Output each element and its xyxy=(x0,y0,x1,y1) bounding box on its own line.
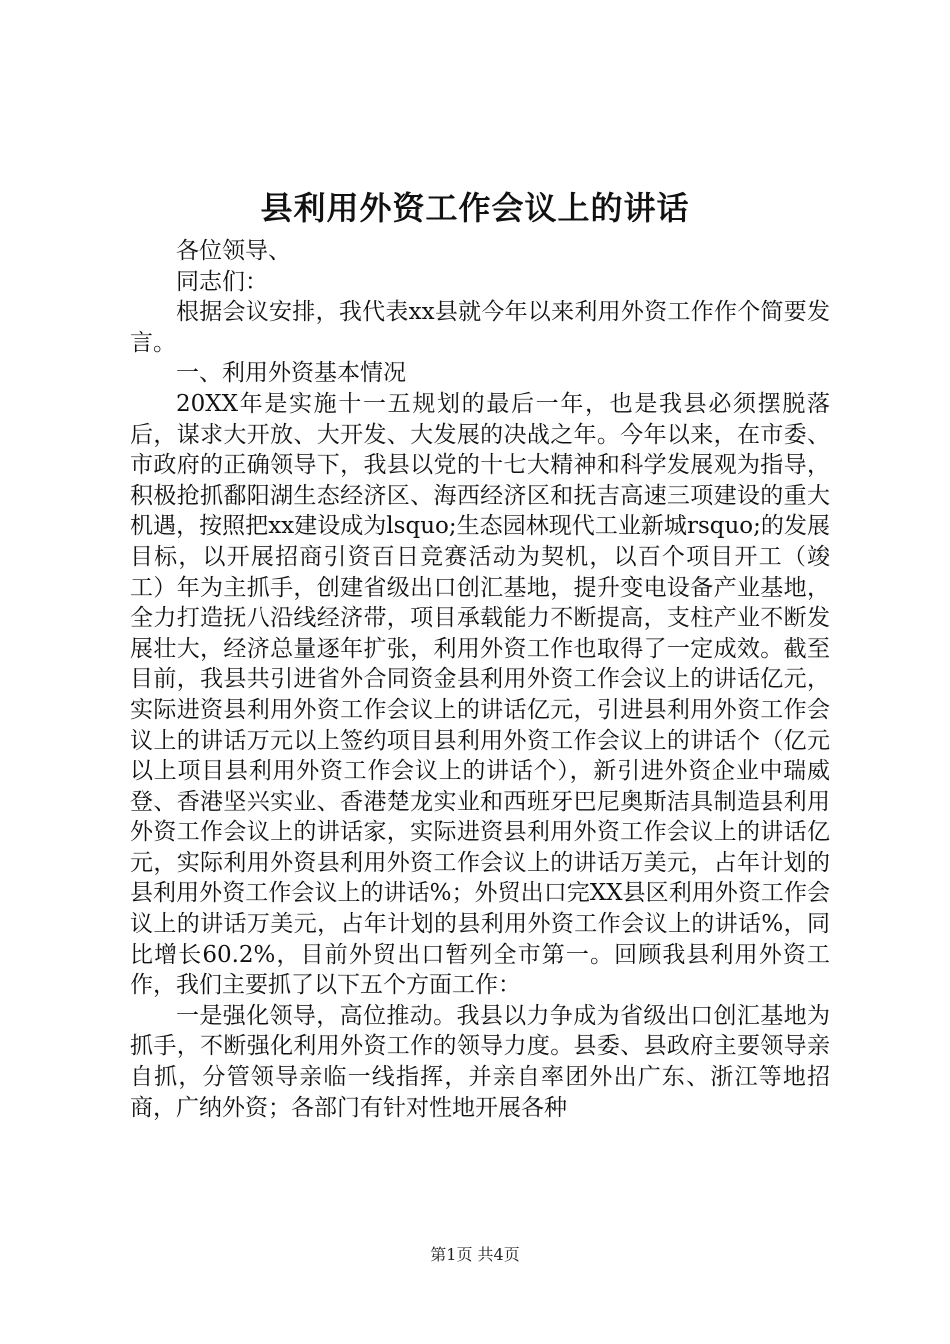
salutation-comrades: 同志们： xyxy=(176,268,268,295)
body-paragraph: 20XX年是实施十一五规划的最后一年，也是我县必须摆脱落后，谋求大开放、大开发、大发展的决战之年。今年以来，在市委、市政府的正确领导下，我县以党的十七大精神和科学发展观为指导，积极抢抓鄱阳湖生态经济区、海西经济区和抚吉高速三项建设的重大机遇，按照把xx建设成为lsquo;生态园林现代工业新城rsquo;的发展目标，以开展招商引资百日竞赛活动为契机，以百个项目开工（竣工）年为主抓手，创建省级出口创汇基地，提升变电设备产业基地，全力打造抚八沿线经济带，项目承载能力不断提高，支柱产业不断发展壮大，经济总量逐年扩张，利用外资工作也取得了一定成效。截至目前，我县共引进省外合同资金县利用外资工作会议上的讲话亿元，实际进资县利用外资工作会议上的讲话亿元，引进县利用外资工作会议上的讲话万元以上签约项目县利用外资工作会议上的讲话个（亿元以上项目县利用外资工作会议上的讲话个），新引进外资企业中瑞威登、香港坚兴实业、香港楚龙实业和西班牙巴尼奥斯洁具制造县利用外资工作会议上的讲话家，实际进资县利用外资工作会议上的讲话亿元，实际利用外资县利用外资工作会议上的讲话万美元，占年计划的县利用外资工作会议上的讲话%；外贸出口完XX县区利用外资工作会议上的讲话万美元，占年计划的县利用外资工作会议上的讲话%，同比增长60.2%，目前外贸出口暂列全市第一。回顾我县利用外资工作，我们主要抓了以下五个方面工作： xyxy=(130,390,830,999)
page-footer: 第1页 共4页 xyxy=(430,1245,520,1264)
section-heading: 一、利用外资基本情况 xyxy=(176,360,406,387)
salutation-leaders: 各位领导、 xyxy=(176,238,291,264)
document-title: 县利用外资工作会议上的讲话 xyxy=(260,189,690,227)
intro-paragraph: 根据会议安排，我代表xx县就今年以来利用外资工作作个简要发言。 xyxy=(130,299,830,356)
body-paragraph: 一是强化领导，高位推动。我县以力争成为省级出口创汇基地为抓手，不断强化利用外资工作的领导力度。县委、县政府主要领导亲自抓，分管领导亲临一线指挥，并亲自率团外出广东、浙江等地招商，广纳外资；各部门有针对性地开展各种 xyxy=(130,1002,830,1121)
document-body xyxy=(130,236,830,1123)
